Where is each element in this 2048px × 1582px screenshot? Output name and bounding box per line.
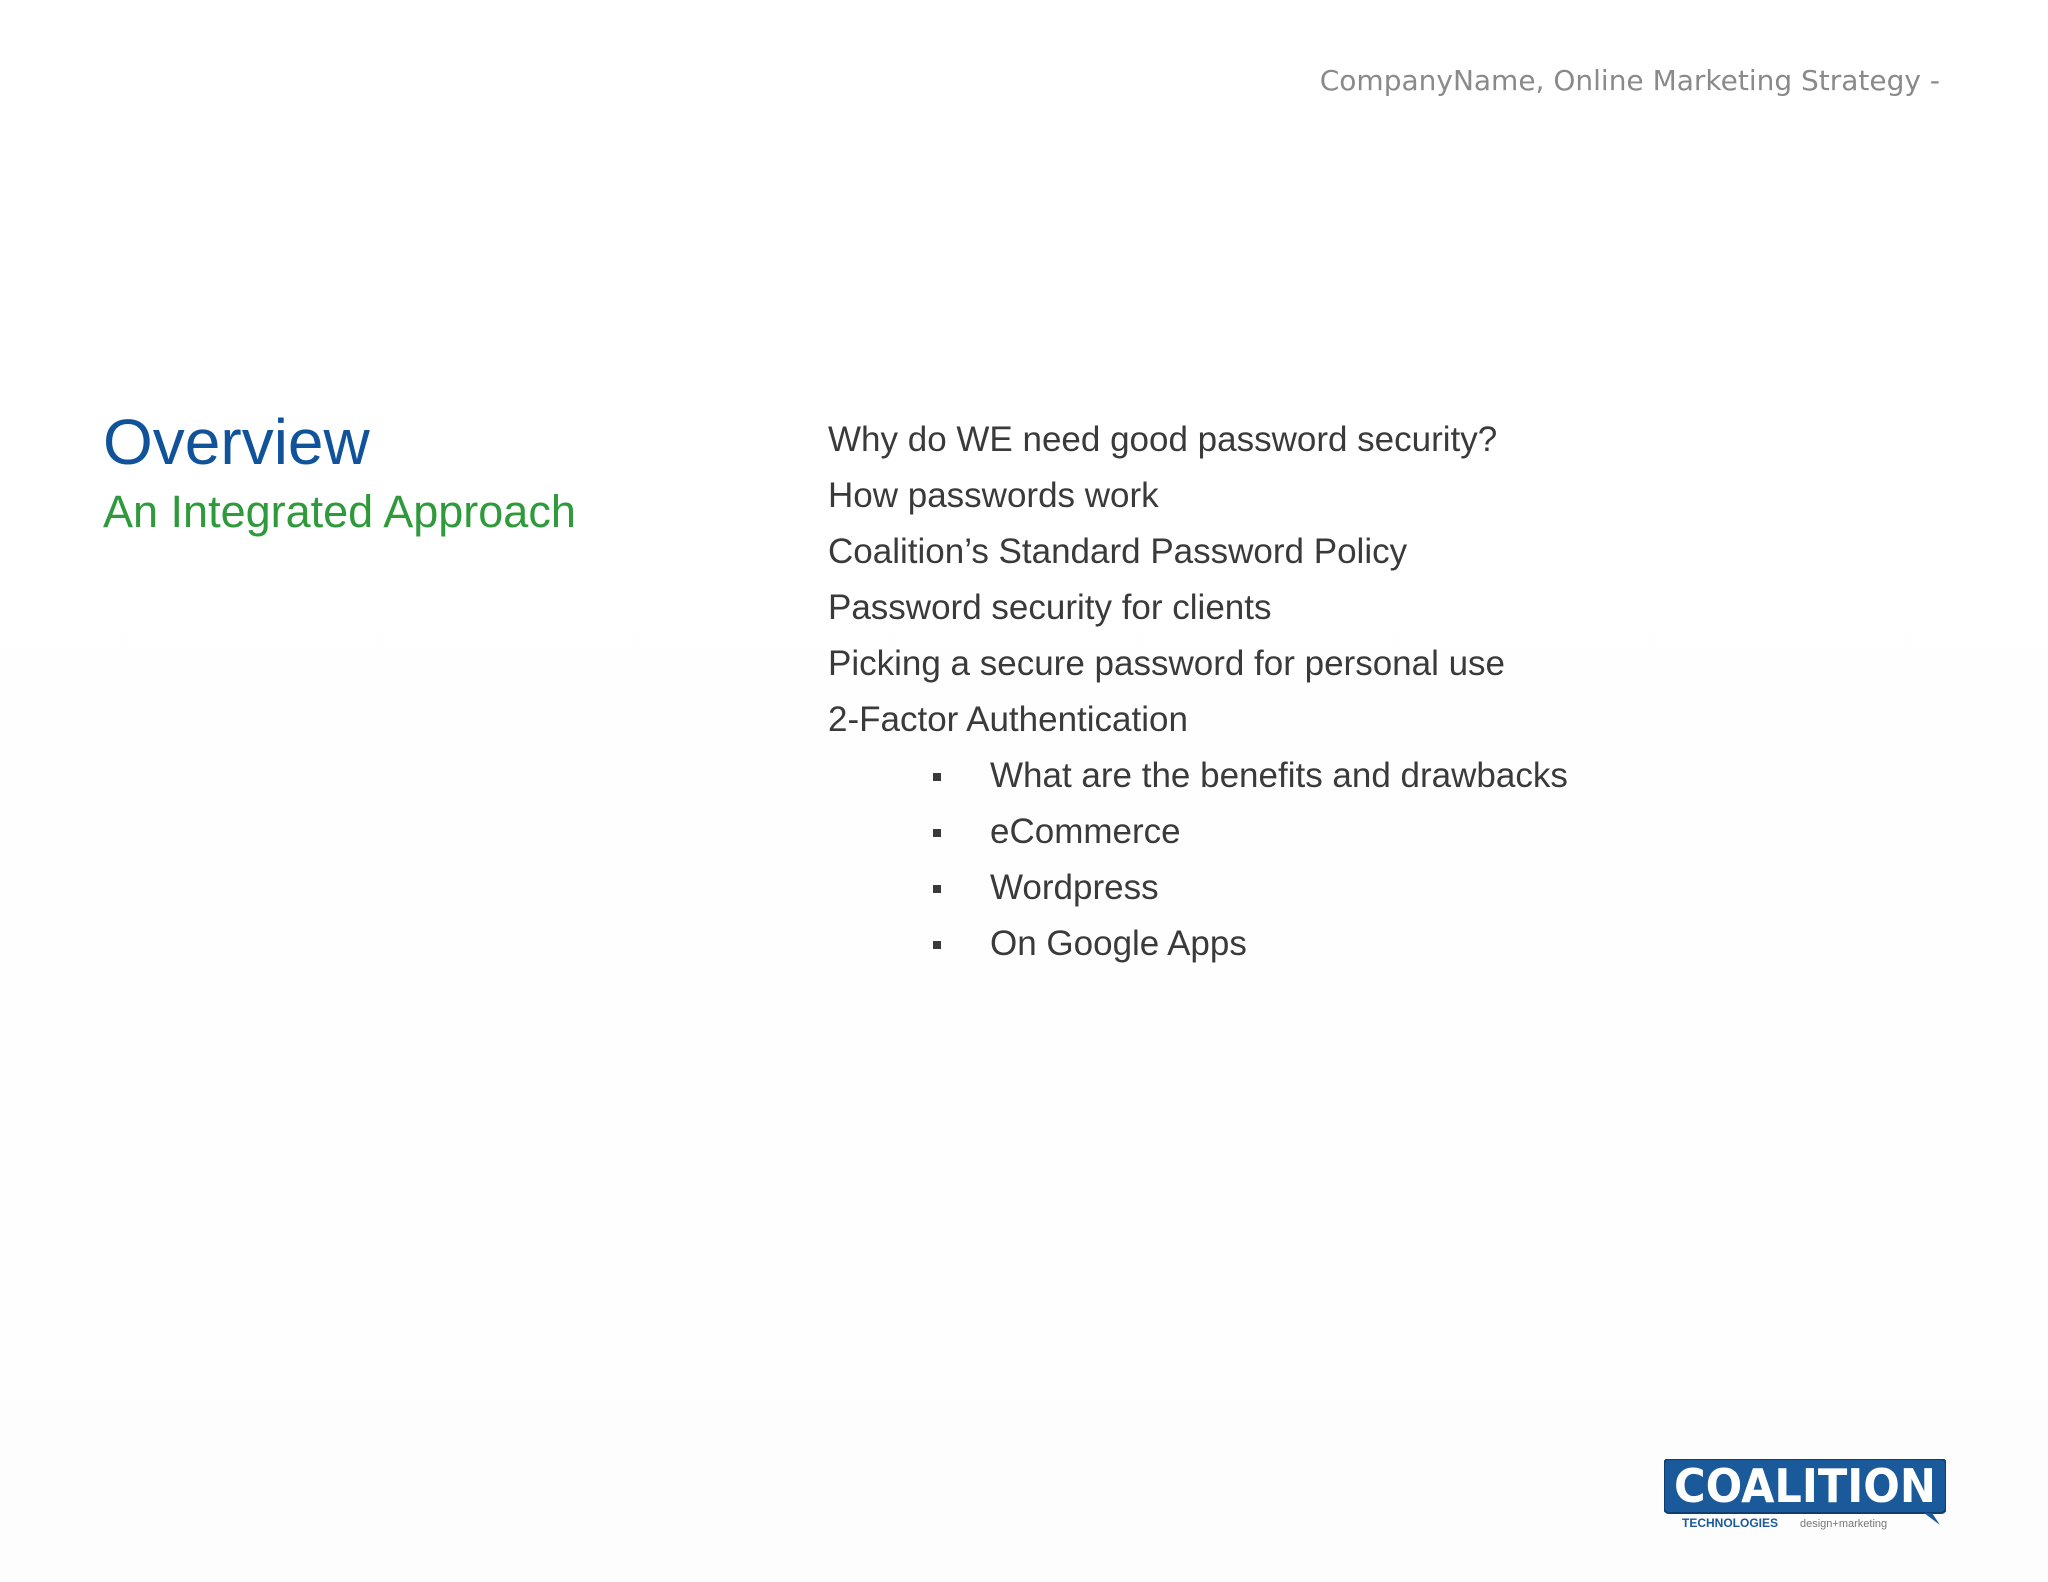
subitem-label: eCommerce	[990, 812, 1181, 851]
slide-title: Overview	[103, 406, 370, 478]
agenda-item: Coalition’s Standard Password Policy	[828, 532, 1408, 571]
agenda-item: Password security for clients	[828, 588, 1272, 627]
agenda-item: How passwords work	[828, 476, 1159, 515]
square-bullet-icon	[933, 941, 941, 949]
subitem	[928, 919, 1568, 975]
header-text: CompanyName, Online Marketing Strategy -	[1319, 64, 1940, 97]
agenda-item: Why do WE need good password security?	[828, 420, 1498, 459]
svg-text:design+marketing: design+marketing	[1800, 1518, 1888, 1530]
agenda-item: 2-Factor Authentication	[828, 700, 1188, 739]
coalition-logo	[1664, 1459, 1946, 1531]
subitem	[928, 807, 1568, 863]
subitem-label: What are the benefits and drawbacks	[990, 756, 1568, 795]
svg-text:TECHNOLOGIES: TECHNOLOGIES	[1682, 1516, 1779, 1530]
svg-text:COALITION: COALITION	[1674, 1459, 1936, 1513]
subitem-label: On Google Apps	[990, 924, 1247, 963]
slide-subtitle: An Integrated Approach	[103, 486, 576, 537]
agenda-item: Picking a secure password for personal use	[828, 644, 1506, 683]
subitem	[928, 863, 1568, 919]
square-bullet-icon	[933, 885, 941, 893]
subitem-label: Wordpress	[990, 868, 1159, 907]
subitem-list	[928, 751, 1568, 975]
square-bullet-icon	[933, 773, 941, 781]
agenda-list	[828, 415, 1505, 751]
subitem	[928, 751, 1568, 807]
square-bullet-icon	[933, 829, 941, 837]
